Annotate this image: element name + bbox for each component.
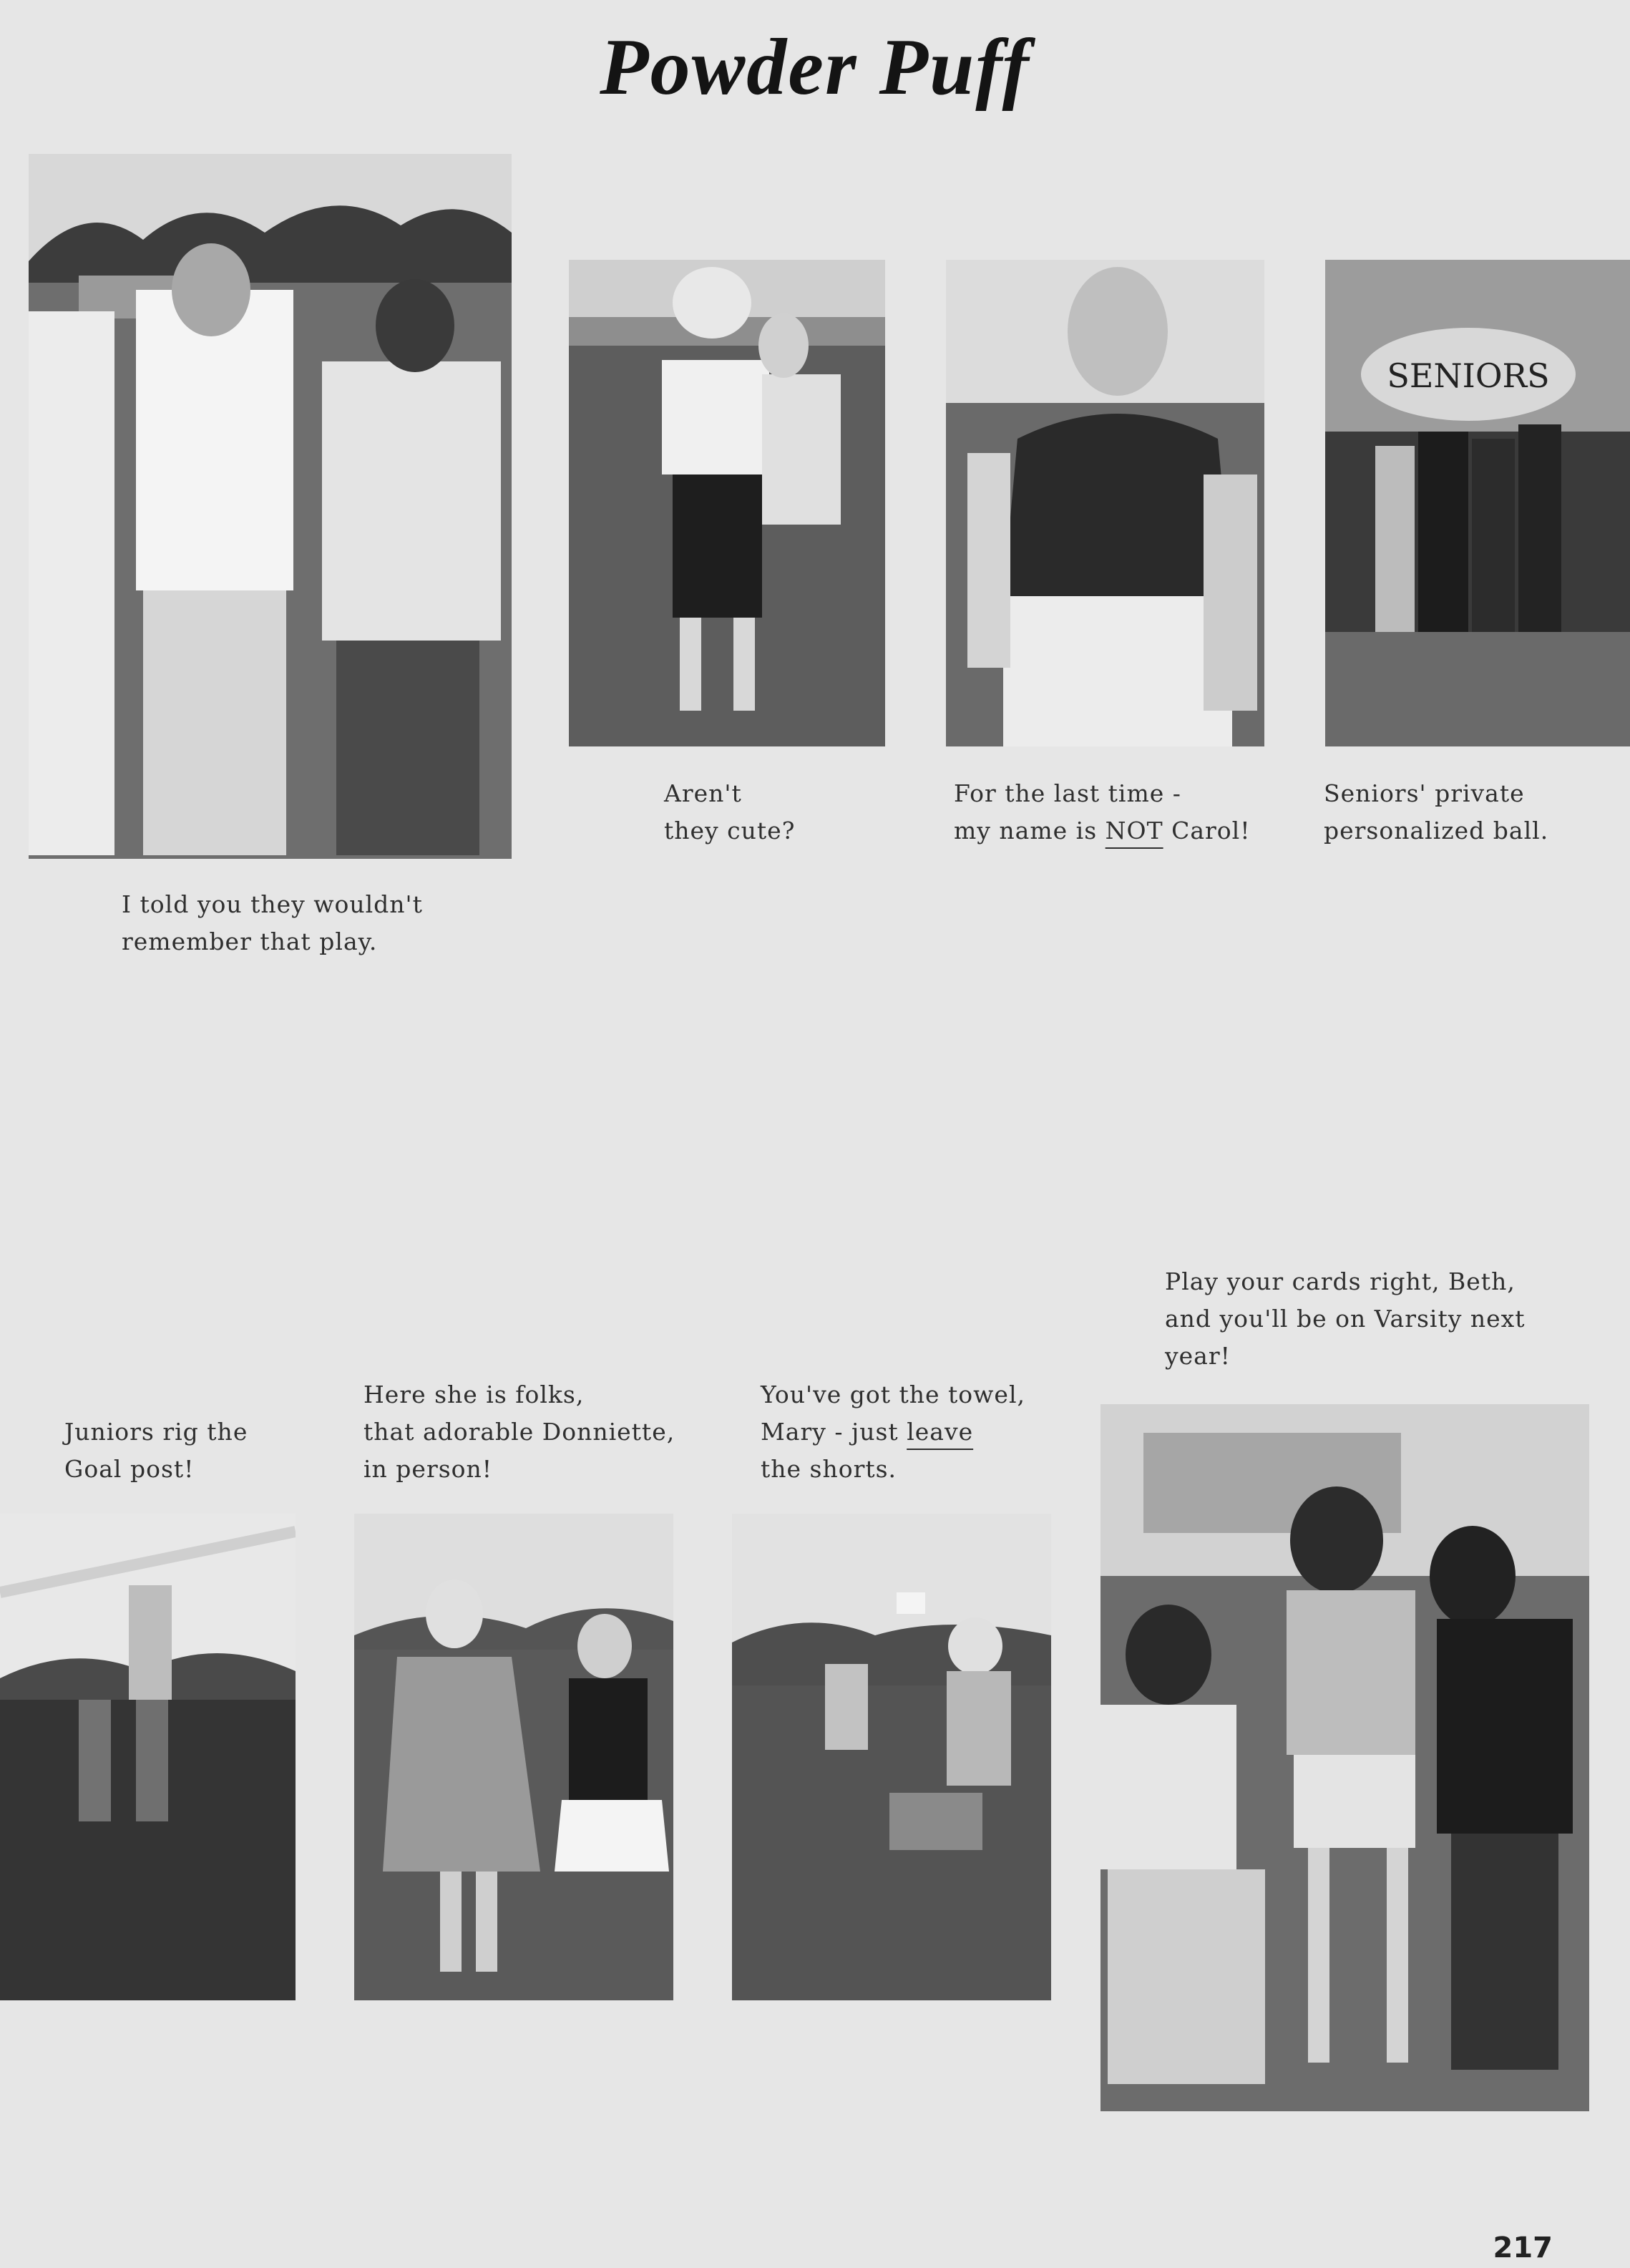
photo-towel bbox=[732, 1514, 1051, 2000]
photo-boys-watching bbox=[29, 154, 512, 859]
photo-arent-they-cute bbox=[569, 260, 885, 746]
photo-seniors-ball bbox=[1325, 260, 1630, 746]
photo-icon bbox=[732, 1514, 1051, 2000]
caption-line: remember that play. bbox=[122, 928, 378, 955]
caption-line bbox=[761, 1413, 1025, 1451]
caption-line: Seniors' private bbox=[1324, 779, 1525, 807]
caption-arent-cute bbox=[664, 775, 795, 850]
caption-line: they cute? bbox=[664, 817, 796, 845]
photo-icon bbox=[0, 1514, 296, 2000]
caption-underlined-text: NOT bbox=[1105, 817, 1163, 845]
caption-line: Goal post! bbox=[64, 1455, 195, 1483]
caption-line: and you'll be on Varsity next bbox=[1165, 1305, 1526, 1333]
caption-underlined-text: leave bbox=[907, 1418, 974, 1446]
photo-icon bbox=[1325, 260, 1630, 746]
page-number: 217 bbox=[1493, 2232, 1553, 2264]
caption-line: Aren't bbox=[664, 779, 742, 807]
caption-line: Play your cards right, Beth, bbox=[1165, 1267, 1516, 1295]
caption-line: For the last time - bbox=[954, 779, 1181, 807]
caption-line: in person! bbox=[363, 1455, 493, 1483]
caption-towel bbox=[761, 1376, 1025, 1488]
caption-line: personalized ball. bbox=[1324, 817, 1549, 845]
photo-icon bbox=[354, 1514, 673, 2000]
caption-line: that adorable Donniette, bbox=[363, 1418, 675, 1446]
caption-seniors-ball bbox=[1324, 775, 1548, 850]
caption-goal-post bbox=[64, 1413, 248, 1488]
caption-line: Here she is folks, bbox=[363, 1381, 585, 1408]
photo-goal-post bbox=[0, 1514, 296, 2000]
photo-donniette bbox=[354, 1514, 673, 2000]
photo-icon bbox=[29, 154, 512, 859]
caption-line: Juniors rig the bbox=[64, 1418, 248, 1446]
caption-line bbox=[954, 812, 1250, 850]
photo-icon bbox=[1101, 1404, 1589, 2111]
photo-cards-right bbox=[1101, 1404, 1589, 2111]
page-title: Powder Puff bbox=[600, 23, 1030, 112]
caption-not-carol bbox=[954, 775, 1250, 850]
caption-line: year! bbox=[1165, 1342, 1231, 1370]
photo-icon bbox=[569, 260, 885, 746]
caption-line: I told you they wouldn't bbox=[122, 890, 423, 918]
caption-text: Carol! bbox=[1163, 817, 1251, 845]
caption-text: my name is bbox=[954, 817, 1106, 845]
caption-line: the shorts. bbox=[761, 1455, 897, 1483]
photo-icon bbox=[946, 260, 1264, 746]
caption-cards-right bbox=[1165, 1263, 1526, 1375]
caption-donniette bbox=[363, 1376, 675, 1488]
ball-text: SENIORS bbox=[1387, 356, 1550, 395]
caption-line: You've got the towel, bbox=[761, 1381, 1025, 1408]
caption-boys-watching bbox=[122, 886, 423, 960]
photo-not-carol bbox=[946, 260, 1264, 746]
caption-text: Mary - just bbox=[761, 1418, 907, 1446]
